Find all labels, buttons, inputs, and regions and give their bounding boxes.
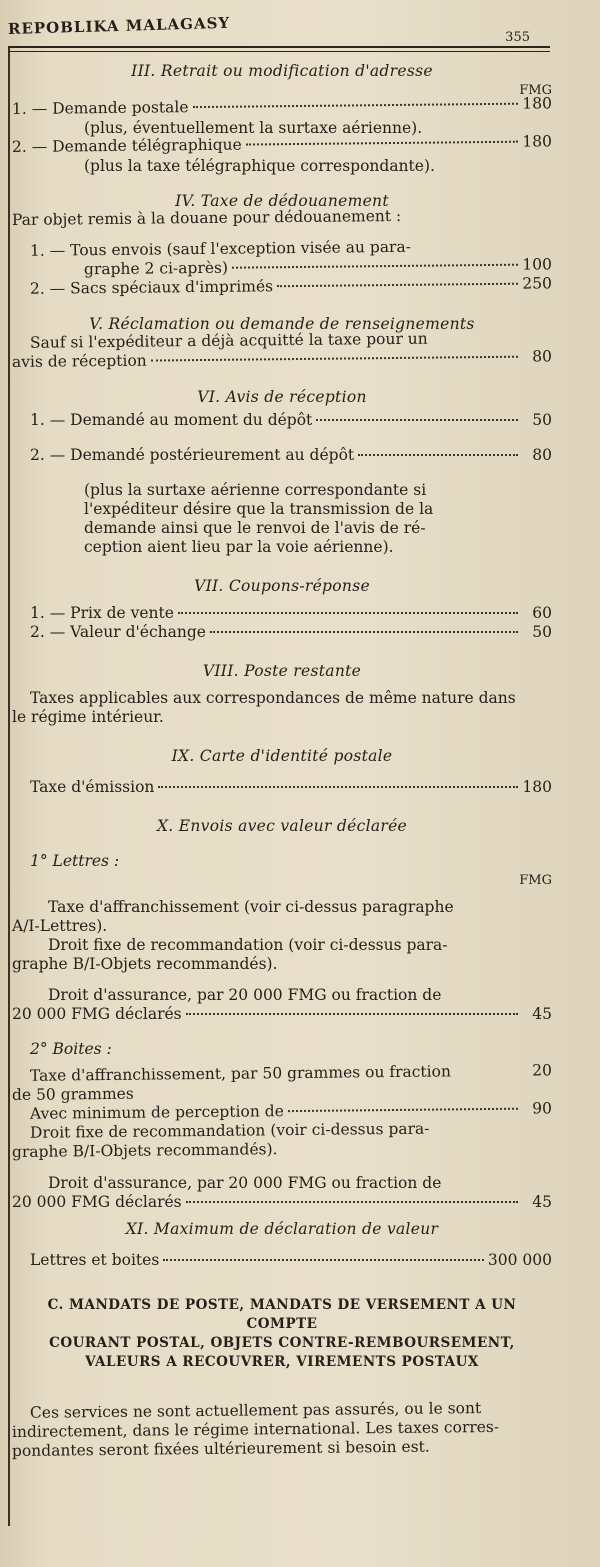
leader-dots bbox=[158, 786, 518, 788]
s7-item-1-amount: 60 bbox=[532, 604, 552, 622]
s10-letters-insurance-line-2 bbox=[12, 1005, 552, 1024]
page-header bbox=[8, 12, 548, 46]
s8-line-2: le régime intérieur. bbox=[12, 708, 164, 726]
section-c-para-line-1: Ces services ne sont actuellement pas assurés, ou le sont bbox=[29, 1399, 482, 1422]
leader-dots bbox=[163, 1259, 484, 1261]
s10-boxes-insurance-line-1: Droit d'assurance, par 20 000 FMG ou fraction de bbox=[48, 1174, 442, 1192]
section-c-title-line-3: VALEURS A RECOUVRER, VIREMENTS POSTAUX bbox=[85, 1354, 479, 1370]
section-8-title: VIII. Poste restante bbox=[202, 662, 362, 680]
s10-letters-tax-line-2: A/I-Lettres). bbox=[12, 917, 108, 935]
s10-unit: FMG bbox=[519, 873, 552, 888]
s7-item-2 bbox=[12, 623, 552, 642]
running-head-country: REPOBLIKA MALAGASY bbox=[7, 13, 231, 38]
s7-item-2-amount: 50 bbox=[532, 623, 552, 641]
section-9-title: IX. Carte d'identité postale bbox=[171, 747, 393, 765]
section-3-unit: FMG bbox=[519, 83, 552, 98]
section-c-para-line-3: pondantes seront fixées ultérieurement si besoin est. bbox=[11, 1437, 430, 1460]
s5-line-1: Sauf si l'expéditeur a déjà acquitté la taxe pour un bbox=[29, 329, 428, 352]
s10-boxes-insurance-label: 20 000 FMG déclarés bbox=[12, 1193, 182, 1211]
s7-item-1-label: 1. — Prix de vente bbox=[30, 604, 174, 622]
s10-boxes-insurance-amount: 45 bbox=[532, 1193, 552, 1211]
s10-boxes-fee-line-1: Droit fixe de recommandation (voir ci-dessus para- bbox=[29, 1119, 430, 1142]
s7-item-1 bbox=[12, 604, 552, 623]
s10-letters-insurance-line-1: Droit d'assurance, par 20 000 FMG ou fraction de bbox=[48, 986, 442, 1004]
page-body bbox=[12, 62, 552, 1461]
header-double-rule bbox=[8, 46, 550, 52]
s10-letters-fee-line-2: graphe B/I-Objets recommandés). bbox=[12, 955, 278, 973]
s10-letters-insurance-amount: 45 bbox=[532, 1005, 552, 1023]
section-c-para-line-2: indirectement, dans le régime international. Les taxes corres- bbox=[11, 1417, 500, 1441]
s6-item-2 bbox=[12, 446, 552, 465]
s10-boxes-tax-amount: 20 bbox=[532, 1061, 553, 1080]
s4-item-1-amount: 100 bbox=[522, 255, 553, 274]
leader-dots bbox=[316, 419, 518, 421]
s8-line-1: Taxes applicables aux correspondances de même nature dans bbox=[30, 689, 516, 707]
leader-dots bbox=[358, 454, 518, 456]
s3-item-2-label: 2. — Demande télégraphique bbox=[11, 135, 242, 156]
leader-dots bbox=[277, 283, 518, 288]
leader-dots bbox=[151, 356, 518, 362]
s4-item-1-label: graphe 2 ci-après) bbox=[83, 258, 229, 279]
s10-boxes-minimum-amount: 90 bbox=[532, 1099, 553, 1118]
s7-item-2-label: 2. — Valeur d'échange bbox=[30, 623, 206, 641]
s5-label: avis de réception bbox=[11, 351, 147, 371]
s3-item-2-amount: 180 bbox=[522, 132, 553, 151]
page-number: 355 bbox=[505, 30, 530, 45]
section-6-title: VI. Avis de réception bbox=[197, 388, 367, 406]
s6-note-line-2: l'expéditeur désire que la transmission de la bbox=[84, 500, 434, 518]
s6-note-line-4: ception aient lieu par la voie aérienne). bbox=[84, 538, 394, 556]
s10-letters-tax-line-1: Taxe d'affranchissement (voir ci-dessus paragraphe bbox=[48, 898, 454, 916]
section-5-title: V. Réclamation ou demande de renseignements bbox=[89, 315, 475, 333]
s10-boxes-fee-line-2: graphe B/I-Objets recommandés). bbox=[11, 1140, 278, 1161]
s4-item-2-amount: 250 bbox=[522, 274, 553, 293]
s10-boxes-heading: 2° Boites : bbox=[30, 1040, 112, 1058]
s3-item-1-amount: 180 bbox=[522, 94, 553, 113]
leader-dots bbox=[186, 1201, 518, 1203]
leader-dots bbox=[178, 612, 518, 614]
s10-boxes-insurance-line-2 bbox=[12, 1193, 552, 1212]
s10-boxes-tax-label: Taxe d'affranchissement, par 50 grammes ou fraction bbox=[29, 1062, 451, 1085]
section-4-title: IV. Taxe de dédouanement bbox=[175, 192, 389, 210]
s9-amount: 180 bbox=[522, 778, 552, 796]
s6-item-1-amount: 50 bbox=[532, 411, 552, 429]
s6-item-2-amount: 80 bbox=[532, 446, 552, 464]
s10-boxes-minimum-label: Avec minimum de perception de bbox=[29, 1102, 284, 1123]
leader-dots bbox=[192, 103, 518, 108]
s4-intro: Par objet remis à la douane pour dédouanement : bbox=[11, 206, 402, 229]
leader-dots bbox=[186, 1013, 518, 1015]
section-10-title: X. Envois avec valeur déclarée bbox=[156, 817, 408, 835]
leader-dots bbox=[232, 264, 518, 269]
s10-letters-heading: 1° Lettres : bbox=[30, 852, 120, 870]
s3-item-1-note: (plus, éventuellement la surtaxe aérienne). bbox=[84, 119, 423, 137]
section-3-title: III. Retrait ou modification d'adresse bbox=[131, 62, 433, 80]
s11-amount: 300 000 bbox=[487, 1251, 552, 1269]
s11-label: Lettres et boites bbox=[30, 1251, 160, 1269]
section-7-title: VII. Coupons-réponse bbox=[194, 577, 370, 595]
s6-note-line-3: demande ainsi que le renvoi de l'avis de ré- bbox=[84, 519, 426, 537]
s4-item-2-label: 2. — Sacs spéciaux d'imprimés bbox=[29, 277, 274, 298]
leader-dots bbox=[210, 631, 518, 633]
left-margin-rule bbox=[8, 46, 10, 1526]
s6-note-line-1: (plus la surtaxe aérienne correspondante si bbox=[84, 481, 427, 499]
s9-label: Taxe d'émission bbox=[30, 778, 155, 796]
section-c-title-line-1: C. MANDATS DE POSTE, MANDATS DE VERSEMENT A UN COMPTE bbox=[47, 1297, 517, 1332]
section-11-title: XI. Maximum de déclaration de valeur bbox=[125, 1220, 439, 1238]
s11-row bbox=[12, 1251, 552, 1270]
s5-amount: 80 bbox=[532, 347, 553, 366]
s6-item-1-label: 1. — Demandé au moment du dépôt bbox=[30, 411, 313, 429]
s3-item-1-label: 1. — Demande postale bbox=[11, 98, 189, 118]
s6-item-1 bbox=[12, 411, 552, 430]
s10-boxes-tax-line-2: de 50 grammes bbox=[11, 1084, 134, 1104]
leader-dots bbox=[246, 141, 518, 146]
s6-item-2-label: 2. — Demandé postérieurement au dépôt bbox=[30, 446, 355, 464]
s10-letters-fee-line-1: Droit fixe de recommandation (voir ci-dessus para- bbox=[48, 936, 448, 954]
s3-item-2-note: (plus la taxe télégraphique correspondante). bbox=[84, 157, 435, 175]
s10-letters-insurance-label: 20 000 FMG déclarés bbox=[12, 1005, 182, 1023]
leader-dots bbox=[288, 1108, 518, 1112]
s4-item-1-line-1: 1. — Tous envois (sauf l'exception visée au para- bbox=[29, 237, 412, 260]
s9-row bbox=[12, 778, 552, 797]
section-c-title-line-2: COURANT POSTAL, OBJETS CONTRE-REMBOURSEMENT, bbox=[49, 1335, 515, 1351]
